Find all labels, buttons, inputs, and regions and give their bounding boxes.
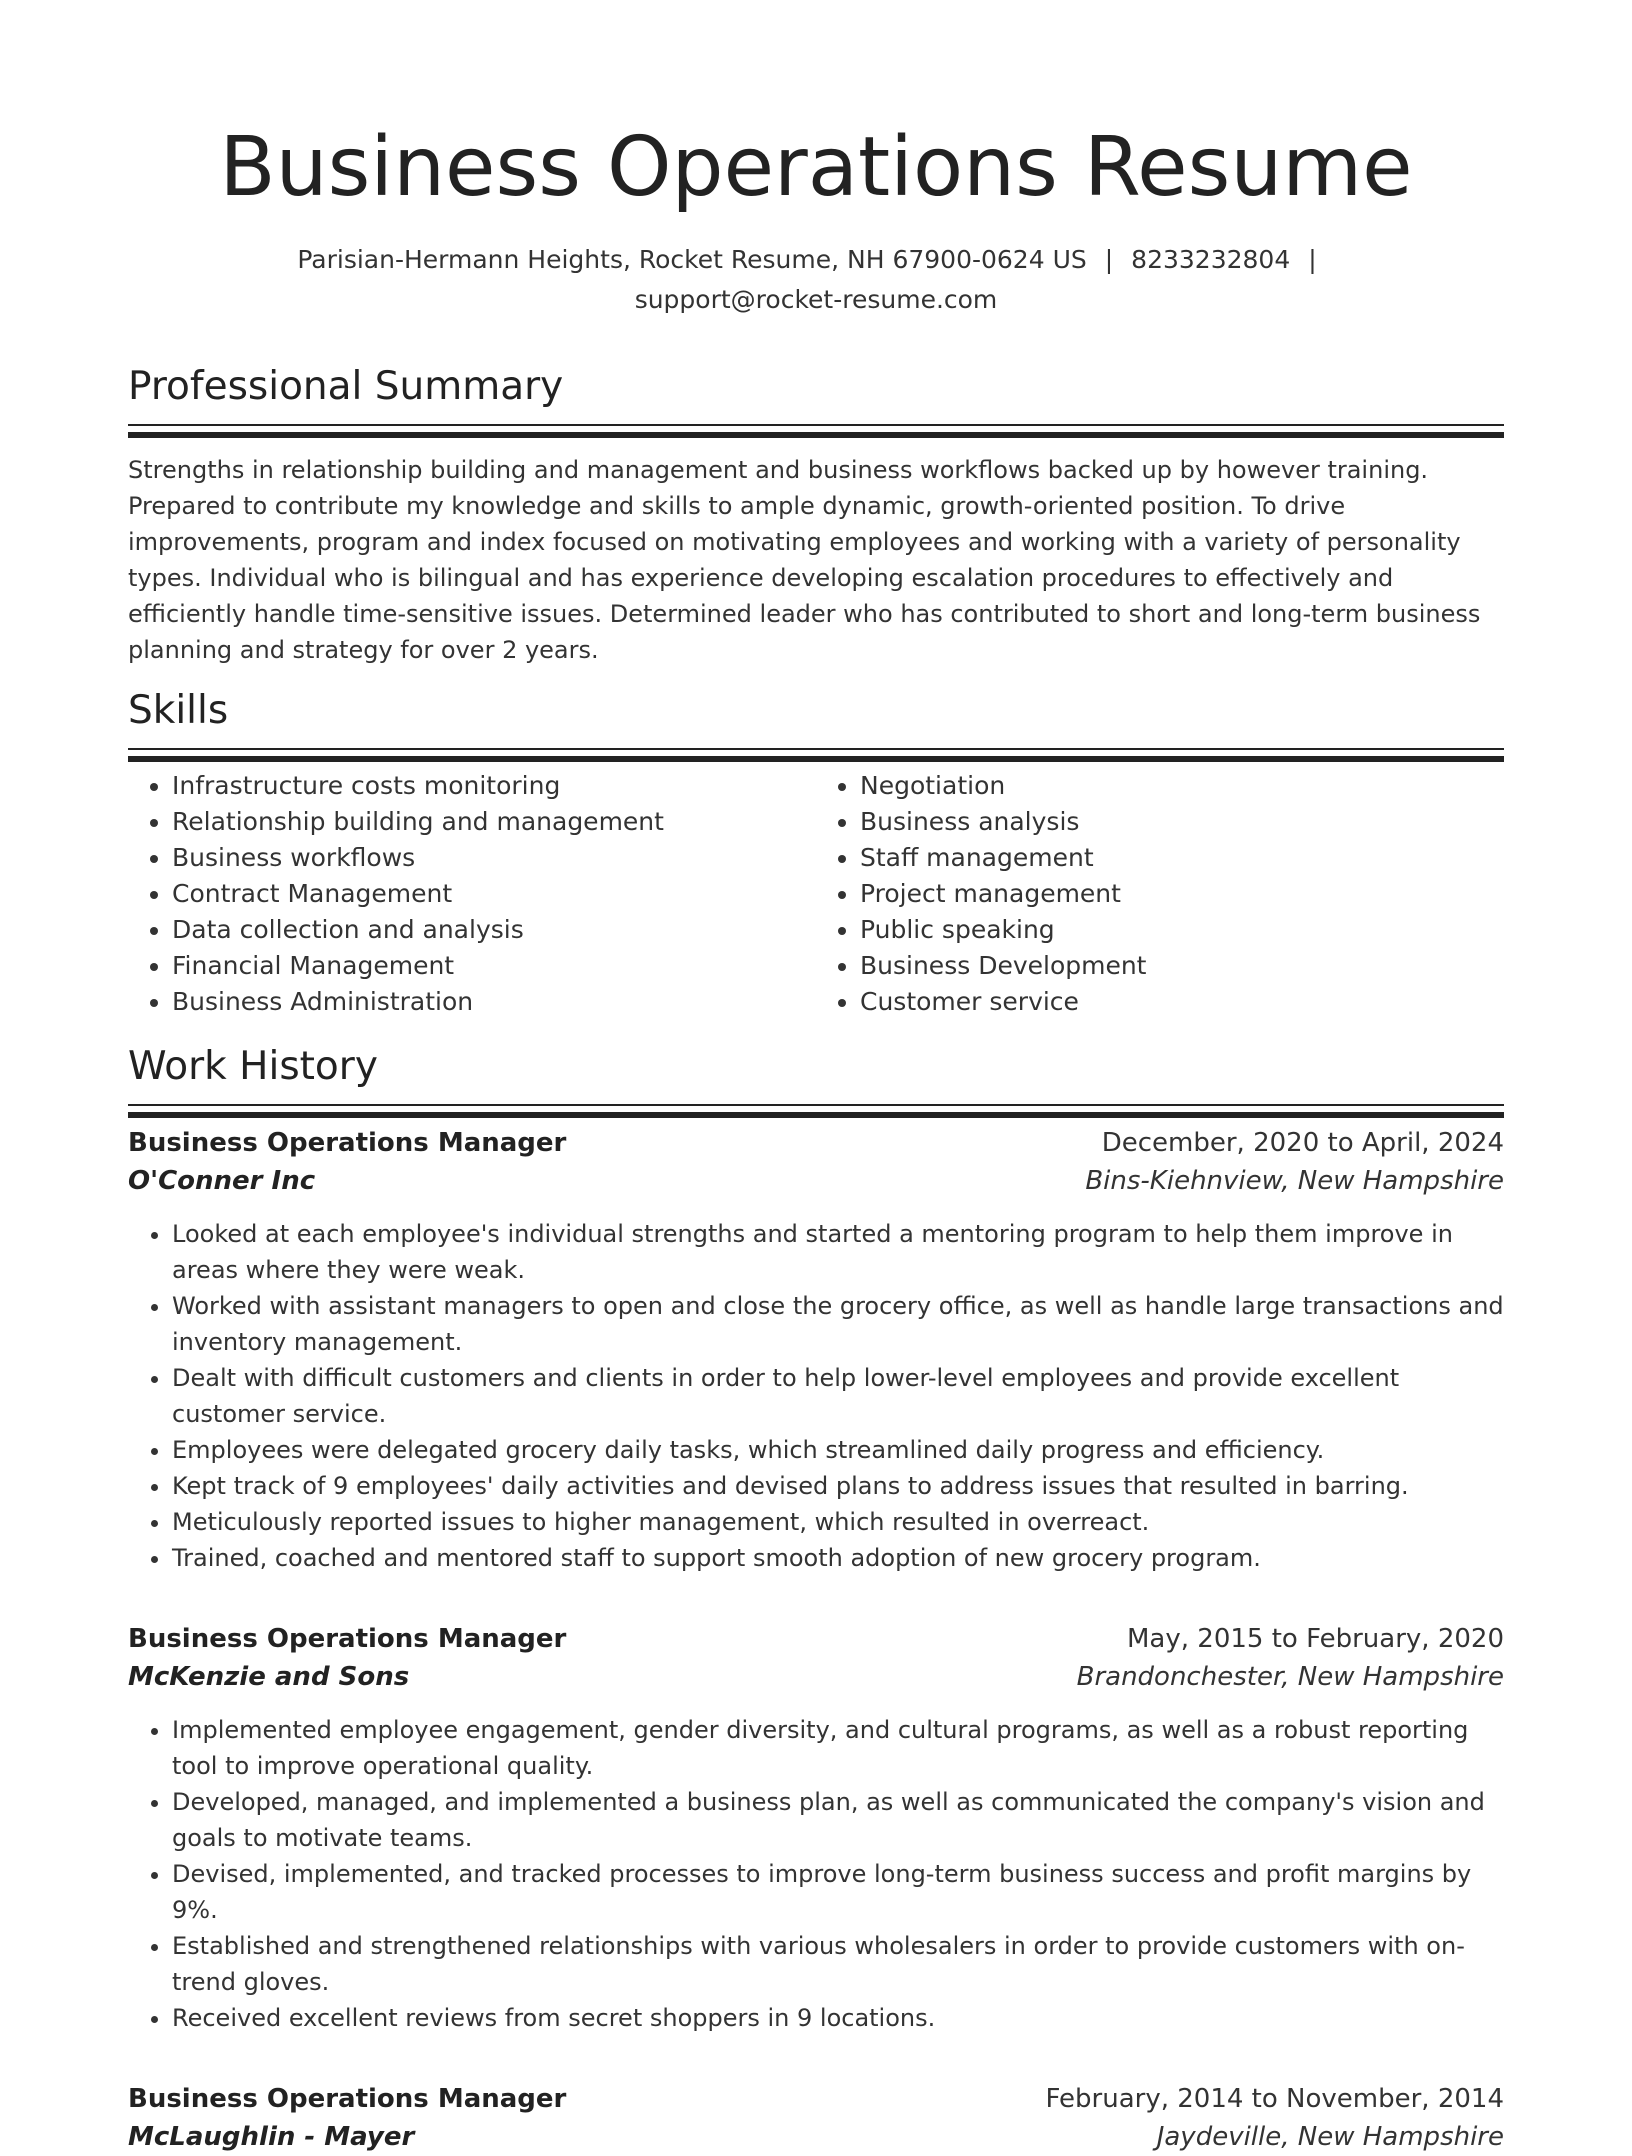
skills-columns (128, 768, 1504, 1020)
job-company-row (128, 2118, 1504, 2156)
skill-item: • Public speaking (860, 912, 1504, 948)
job-title: Business Operations Manager (128, 2084, 567, 2114)
section-divider (128, 1104, 1504, 1110)
job-company-row (128, 1658, 1504, 1696)
contact-separator: | (1308, 245, 1317, 274)
section-divider (128, 424, 1504, 430)
job-bullet: • Devised, implemented, and tracked processes to improve long-term business success and profit margins by 9%. (172, 1856, 1504, 1928)
job-entry (128, 1124, 1504, 1576)
job-title: Business Operations Manager (128, 1624, 567, 1654)
job-bullet: • Established and strengthened relationships with various wholesalers in order to provide customers with on-trend gloves. (172, 1928, 1504, 2000)
job-bullets (128, 1216, 1504, 1576)
skill-item: • Project management (860, 876, 1504, 912)
contact-address: Parisian-Hermann Heights, Rocket Resume, NH 67900-0624 US (297, 245, 1087, 274)
job-bullet: • Received excellent reviews from secret shoppers in 9 locations. (172, 2000, 1504, 2036)
contact-line-2 (128, 280, 1504, 320)
job-company: McLaughlin - Mayer (128, 2122, 415, 2152)
job-entry (128, 2080, 1504, 2156)
job-entry (128, 1620, 1504, 2036)
skill-item: • Business analysis (860, 804, 1504, 840)
job-header-row (128, 2080, 1504, 2118)
job-dates: December, 2020 to April, 2024 (1101, 1128, 1504, 1158)
summary-section (128, 362, 1504, 668)
job-location: Brandonchester, New Hampshire (1076, 1662, 1504, 1692)
work-history-section (128, 1042, 1504, 2156)
skills-section (128, 686, 1504, 1020)
skill-item: • Financial Management (172, 948, 816, 984)
job-bullet: • Trained, coached and mentored staff to support smooth adoption of new grocery program. (172, 1540, 1504, 1576)
job-bullets (128, 1712, 1504, 2036)
skill-item: • Infrastructure costs monitoring (172, 768, 816, 804)
skill-item: • Business Administration (172, 984, 816, 1020)
job-bullet: • Worked with assistant managers to open and close the grocery office, as well as handle large transactions and inventory management. (172, 1288, 1504, 1360)
job-company-row (128, 1162, 1504, 1200)
skill-item: • Relationship building and management (172, 804, 816, 840)
job-location: Jaydeville, New Hampshire (1156, 2122, 1504, 2152)
job-dates: May, 2015 to February, 2020 (1127, 1624, 1504, 1654)
job-bullet: • Developed, managed, and implemented a business plan, as well as communicated the company's vision and goals to motivate teams. (172, 1784, 1504, 1856)
section-divider (128, 748, 1504, 754)
resume-title: Business Operations Resume (219, 120, 1413, 215)
skill-item: • Business workflows (172, 840, 816, 876)
skills-list-right (816, 768, 1504, 1020)
job-title: Business Operations Manager (128, 1128, 567, 1158)
summary-text: Strengths in relationship building and management and business workflows backed up by however training. Prepared to contribute my knowledge and skills to ample dynamic, growth-oriented position. To drive improvements, program and index focused on motivating employees and working with a variety of personality types. Individual who is bilingual and has experience developing escalation procedures to effectively and efficiently handle time-sensitive issues. Determined leader who has contributed to short and long-term business planning and strategy for over 2 years. (128, 456, 1481, 664)
section-heading-work-history: Work History (128, 1044, 378, 1089)
contact-info (128, 240, 1504, 320)
job-bullet: • Meticulously reported issues to higher management, which resulted in overreact. (172, 1504, 1504, 1540)
skills-list-left (128, 768, 816, 1020)
contact-line-1 (128, 240, 1504, 280)
section-heading-summary: Professional Summary (128, 364, 564, 409)
contact-email: support@rocket-resume.com (634, 285, 998, 314)
section-heading-skills: Skills (128, 688, 229, 733)
job-bullet: • Dealt with difficult customers and clients in order to help lower-level employees and provide excellent customer service. (172, 1360, 1504, 1432)
job-bullet: • Kept track of 9 employees' daily activities and devised plans to address issues that resulted in barring. (172, 1468, 1504, 1504)
contact-separator: | (1104, 245, 1114, 274)
skill-item: • Negotiation (860, 768, 1504, 804)
job-header-row (128, 1620, 1504, 1658)
job-header-row (128, 1124, 1504, 1162)
job-company: McKenzie and Sons (128, 1662, 410, 1692)
job-bullet: • Employees were delegated grocery daily tasks, which streamlined daily progress and efficiency. (172, 1432, 1504, 1468)
skill-item: • Business Development (860, 948, 1504, 984)
skill-item: • Contract Management (172, 876, 816, 912)
job-bullet: • Implemented employee engagement, gender diversity, and cultural programs, as well as a robust reporting tool to improve operational quality. (172, 1712, 1504, 1784)
job-bullet: • Looked at each employee's individual strengths and started a mentoring program to help them improve in areas where they were weak. (172, 1216, 1504, 1288)
skill-item: • Staff management (860, 840, 1504, 876)
job-dates: February, 2014 to November, 2014 (1045, 2084, 1504, 2114)
job-location: Bins-Kiehnview, New Hampshire (1085, 1166, 1504, 1196)
skill-item: • Data collection and analysis (172, 912, 816, 948)
contact-phone: 8233232804 (1131, 245, 1291, 274)
skill-item: • Customer service (860, 984, 1504, 1020)
job-company: O'Conner Inc (128, 1166, 316, 1196)
